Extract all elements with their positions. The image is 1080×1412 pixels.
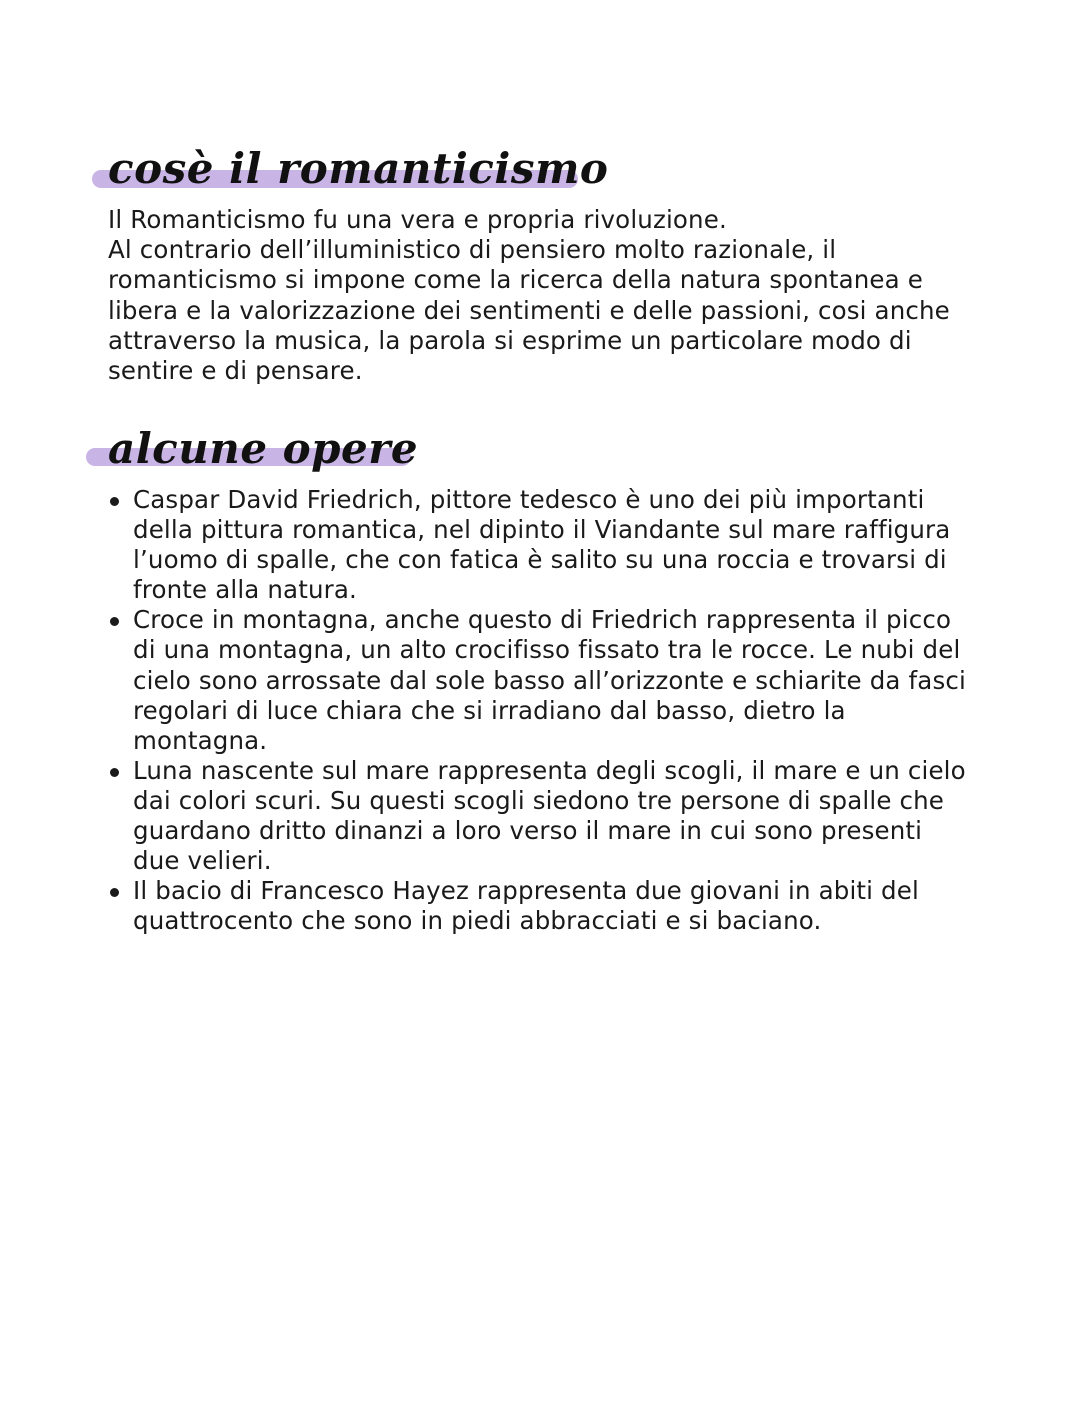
heading-text: alcune opere [108,424,419,473]
list-item-line: guardano dritto dinanzi a loro verso il mare in cui sono presenti [133,816,923,846]
paragraph-line: libera e la valorizzazione dei sentimenti e delle passioni, cosi anche [108,295,950,325]
list-item-line: fronte alla natura. [133,575,357,605]
paragraph-line: attraverso la musica, la parola si esprime un particolare modo di [108,325,912,355]
paragraph-line: sentire e di pensare. [108,356,363,386]
list-item-line: regolari di luce chiara che si irradiano dal basso, dietro la [133,695,846,725]
list-item-line: l’uomo di spalle, che con fatica è salito su una roccia e trovarsi di [133,545,947,575]
intro-paragraph [108,205,978,386]
list-item-line: quattrocento che sono in piedi abbracciati e si baciano. [133,906,822,936]
paragraph-line: Al contrario dell’illuministico di pensiero molto razionale, il [108,235,837,265]
section-heading-romanticismo [92,144,609,193]
bullet-icon [110,768,119,777]
list-item [108,605,988,755]
bullet-icon [110,497,119,506]
list-item-line: Croce in montagna, anche questo di Friedrich rappresenta il picco [133,605,952,635]
section-heading-opere [86,424,419,473]
works-list [108,485,988,936]
list-item [108,876,988,936]
list-item [108,485,988,605]
list-item-line: Il bacio di Francesco Hayez rappresenta due giovani in abiti del [133,876,919,906]
paragraph-line: romanticismo si impone come la ricerca della natura spontanea e [108,265,923,295]
bullet-icon [110,617,119,626]
list-item-line: montagna. [133,725,268,755]
list-item-line: Caspar David Friedrich, pittore tedesco è uno dei più importanti [133,485,925,514]
heading-text: cosè il romanticismo [108,144,609,193]
paragraph-line: Il Romanticismo fu una vera e propria rivoluzione. [108,205,727,234]
list-item-line: di una montagna, un alto crocifisso fissato tra le rocce. Le nubi del [133,635,961,665]
list-item [108,756,988,876]
list-item-line: due velieri. [133,846,272,876]
bullet-icon [110,888,119,897]
list-item-line: Luna nascente sul mare rappresenta degli scogli, il mare e un cielo [133,755,966,785]
list-item-line: cielo sono arrossate dal sole basso all’orizzonte e schiarite da fasci [133,665,966,695]
list-item-line: dai colori scuri. Su questi scogli siedono tre persone di spalle che [133,785,945,815]
list-item-line: della pittura romantica, nel dipinto il Viandante sul mare raffigura [133,515,951,545]
